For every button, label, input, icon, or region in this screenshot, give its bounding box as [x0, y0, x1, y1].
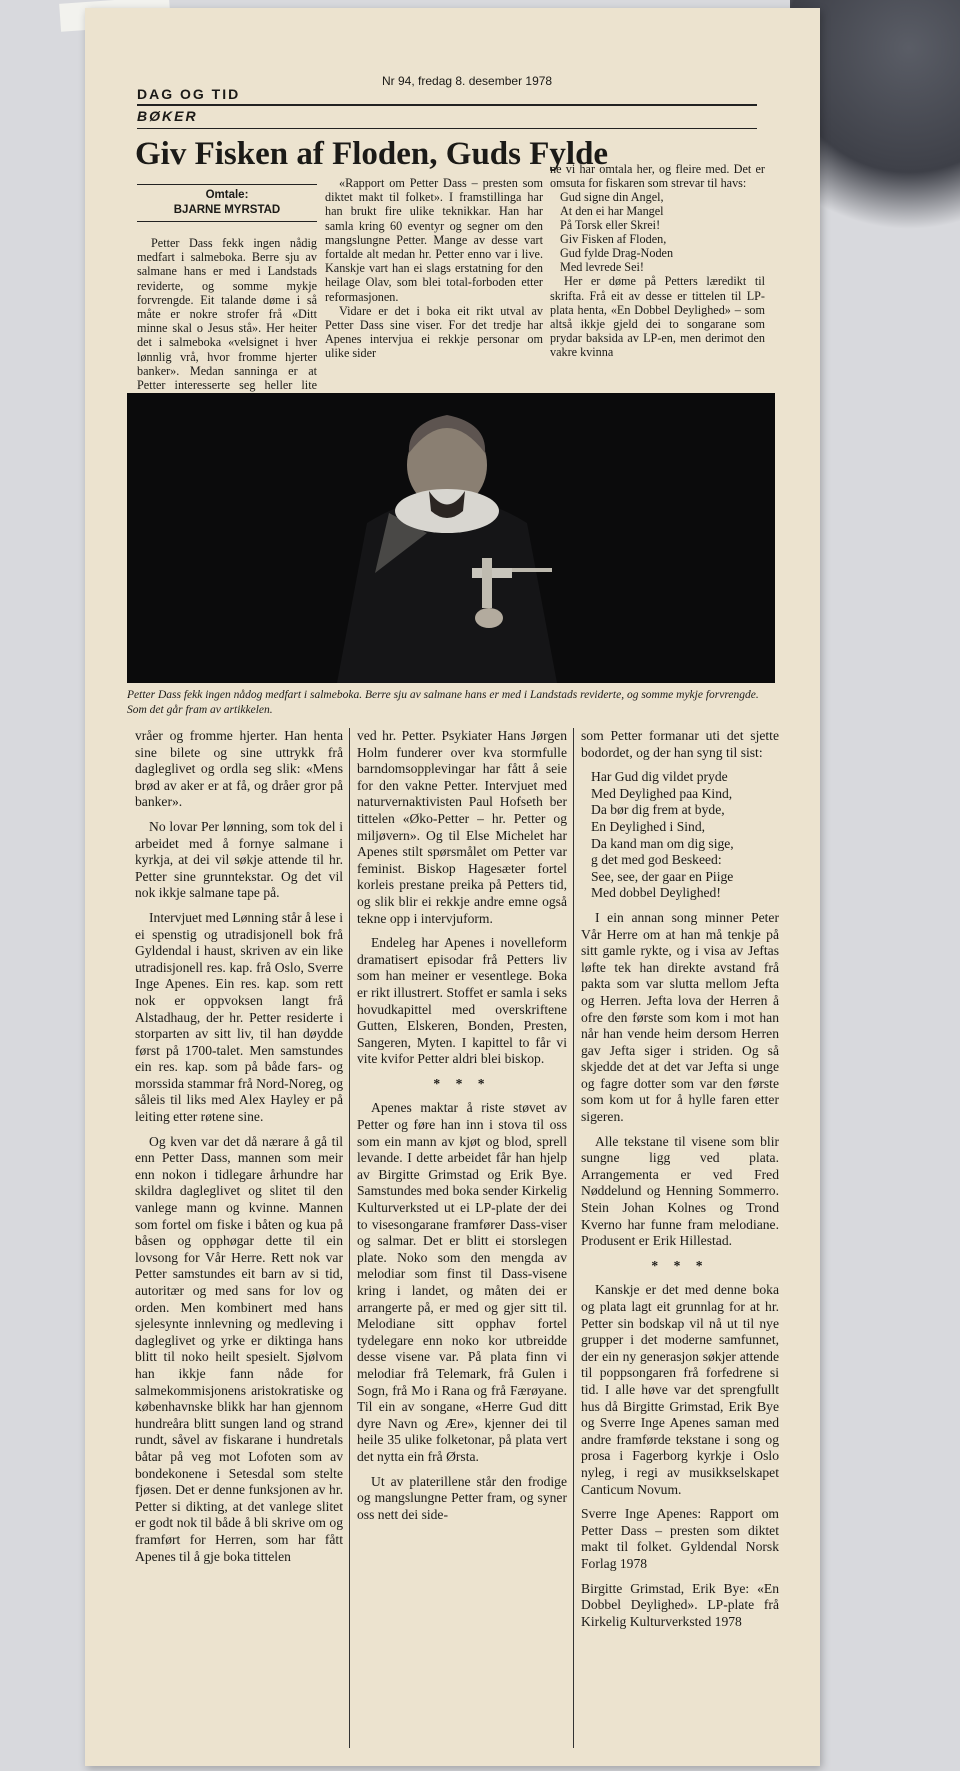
poem-line: Da kand man om dig sige,: [591, 835, 734, 851]
paragraph: Alle tekstane til visene som blir sungne ligg ved plata. Arrangementa er ved Fred Nøddelund og Henning Sommerro. Stein Johan Kolnes og Trond Kverno har funne fram melodiane. Produsent er Erik Hillestad.: [581, 1133, 779, 1249]
section-label: BØKER: [137, 108, 198, 124]
top-column-1: [137, 236, 317, 406]
poem-line: Gud fylde Drag-Noden: [560, 246, 674, 261]
byline: [137, 184, 317, 222]
portrait-photo: [127, 393, 775, 683]
paper-name: DAG OG TID: [137, 86, 241, 102]
paragraph: Og kven var det då nærare å gå til enn Petter Dass, mannen som meir enn nokon i tidlegare århundre har skildra dagleglivet og slitet til den vanlege mann og kvinne. Mannen som fortel om fiske i båten og kua på båsen og opphøgar dette til ein lovsong for Vår Herre. Rett nok var Petter samstundes eit barn av si tid, autoritær og med sans for lov og orden. Men kombinert med hans sjelesynte innlevning og medleving i dagleglivet og yrke er diktinga hans blitt til noko heilt spesielt. Sjølvom han ikkje fann nåde for salmekommisjonens aristokratiske og københavnske blikk har han gjennom hundreåra blitt sungen land og strand rundt, såvel av fiskarane i hundretals båtar på veg mot Lofoten som av bondekonene i Setesdal som stelte fjøsen. Det er denne funksjonen av hr. Petter si dikting, at det vanlege slitet er godt nok til både å bli skrive om og framført for Herren, som har fått Apenes til å gje boka tittelen: [135, 1133, 343, 1564]
newspaper-clipping: [85, 8, 820, 1766]
paragraph: No lovar Per lønning, som tok del i arbeidet med å fornye salmane i kyrkja, at dei vil søkje attende til hr. Petter sine grunntekstar. Og det vil nok ikkje salmane tape på.: [135, 818, 343, 901]
poem-line: Da bør dig frem at byde,: [591, 802, 725, 818]
paragraph: ved hr. Petter. Psykiater Hans Jørgen Holm funderer over kva stormfulle barndomsopplevingar har fått å seie for den vakne Petter. Intervjuet med naturvernaktivisten Paul Hofseth ber tittelen «Øko-Petter – hr. Petter og miljøvern». Og til Else Michelet har Apenes stilt spørsmålet om Petter var feminist. Biskop Hagesæter fortel korleis prestane preika på Petters tid, og slik blir ei rekkje andre emne også tekne opp i intervjuform.: [357, 728, 567, 926]
paragraph: Vidare er det i boka eit rikt utval av Petter Dass sine viser. For det tredje har Apenes intervjua ei rekkje personar om ulike sider: [325, 303, 543, 361]
paragraph: Petter Dass fekk ingen nådig medfart i salmeboka. Berre sju av salmane hans er med i Landstads reviderte, og somme mykje forvrengde. Eit talande døme i så måte er nokre strofer frå «Ditt minne skal o Jesus stå». Her heiter det i salmeboka «velsignet i hver lønnlig vrå, hvor fromme hjerter banker». Medan sanninga er at Petter interesserte seg heller lite: [137, 236, 317, 393]
poem-line: Gud signe din Angel,: [560, 190, 664, 205]
column-rule: [573, 728, 574, 1748]
photo-caption: Petter Dass fekk ingen nådog medfart i salmeboka. Berre sju av salmane hans er med i Landstads reviderte, og somme mykje forvrengde. Som det går fram av artikkelen.: [127, 689, 759, 716]
poem-verse: [550, 190, 765, 274]
byline-label: Omtale:: [205, 189, 249, 201]
masthead: [137, 60, 757, 108]
paragraph: Endeleg har Apenes i novelleform dramatisert episodar frå Petters liv som han meiner er vesentlege. Boka er rikt illustrert. Stoffet er samla i seks hovudkapittel med overskriftene Gutten, Elskeren, Bonden, Presten, Sangeren, Myten. I kapittel to får vi vite kvifor Petter aldri blei biskop.: [357, 935, 567, 1067]
section-divider-stars: * * *: [433, 1075, 491, 1091]
poem-line: En Deylighed i Sind,: [591, 818, 706, 834]
priest-portrait-illustration: [127, 393, 775, 683]
paragraph: Kanskje er det med denne boka og plata lagt eit grunnlag for at hr. Petter sin bodskap vil nå ut til nye grupper i det moderne samfunnet, der ein ny generasjon søkjer attende til poppsongaren frå forfedrene si tid. I alle høve var det sprengfullt hus då Birgitte Grimstad, Erik Bye og Sverre Inge Apenes saman med andre framførde tekstane i song og prosa i Fagerborg kyrkje i Oslo nyleg, i regi av musikkselskapet Canticum Novum.: [581, 1282, 779, 1497]
top-column-2: [325, 176, 543, 361]
masthead-rule: [137, 104, 757, 106]
paragraph: vråer og fromme hjerter. Han henta sine bilete og sine uttrykk frå dagleglivet og ordla seg slik: «Mens brød av aker er at få, og dråer gror på banker».: [135, 728, 343, 810]
paragraph: Her er døme på Petters læredikt til skrifta. Frå eit av desse er tittelen til LP-plata henta, «En Dobbel Deylighed» – som altså ikkje gjeld dei to songarane som prydar baksida av LP-en, men derimot den vakre kvinna: [550, 274, 765, 360]
section-rule: [137, 128, 757, 129]
paragraph: «Rapport om Petter Dass – presten som diktet makt til folket». I framstillinga har han brukt fire ulike teknikkar. Han har samla kring 60 eventyr og segner om den mangslungne Petter. Mange av desse vart fortalde alt medan hr. Petter enno var i live. Kanskje vart han ei slags erstatning for den heilage Olav, som blei total-forboden etter reformasjonen.: [325, 176, 543, 304]
record-credit: Birgitte Grimstad, Erik Bye: «En Dobbel Deylighed». LP-plate frå Kirkelig Kulturverksted 1978: [581, 1580, 779, 1629]
lower-column-3: [581, 728, 779, 1638]
headline: Giv Fisken af Floden, Guds Fylde: [135, 136, 609, 172]
poem-line: Med levrede Sei!: [560, 260, 644, 275]
book-credit: Sverre Inge Apenes: Rapport om Petter Dass – presten som diktet makt til folket. Gyldendal Norsk Forlag 1978: [581, 1506, 779, 1571]
paragraph: som Petter formanar uti det sjette bodordet, og der han syng til sist:: [581, 728, 779, 760]
poem-line: See, see, der gaar en Piige: [591, 868, 734, 884]
poem-line: Giv Fisken af Floden,: [560, 232, 667, 247]
paragraph: Intervjuet med Lønning står å lese i ei spenstig og utradisjonell bok frå Gyldendal i haust, skriven av ein like utradisjonell res. kap. frå Oslo, Sverre Inge Apenes. Ein res. kap. som rett nok er oppvoksen langt frå Alstadhaug, der hr. Petter residerte i storparten av sitt liv, til han døydde først på 1700-talet. Men samstundes ein res. kap. som på både fars- og morssida stammar frå Nord-Noreg, og såleis til liks med Alex Hayley er på leiting etter røtene sine.: [135, 909, 344, 1125]
poem-line: Med dobbel Deylighed!: [591, 885, 721, 901]
poem-line: g det med god Beskeed:: [591, 852, 722, 868]
paragraph: ne vi har omtala her, og fleire med. Det er omsuta for fiskaren som strevar til havs:: [550, 162, 765, 191]
poem-verse: [581, 769, 779, 902]
lower-column-2: [357, 728, 567, 1531]
poem-line: Har Gud dig vildet pryde: [591, 769, 728, 785]
issue-line: Nr 94, fredag 8. desember 1978: [382, 74, 553, 88]
poem-line: På Torsk eller Skrei!: [560, 218, 661, 233]
poem-line: At den ei har Mangel: [560, 204, 664, 219]
paragraph: Apenes maktar å riste støvet av Petter og føre han inn i stova til oss som ein mann av kjøt og blod, sprell levande. I dette arbeidet får han hjelp av Birgitte Grimstad og Erik Bye. Samstundes med boka sender Kirkelig Kulturverksted ut ei LP-plate der dei to visesongarane framfører Dass-viser og salmar. Det er blitt ei storslegen plate. Noko som den mengda av melodiar som finst til Dass-visene kring i landet, og måten dei er arrangerte på, er med og gjer sitt til. Melodiane sitt opphav fortel tydelegare enn noko kor utbreidde desse visene var. På plata finn vi melodiar frå Telemark, frå Gulen i Sogn, frå Mo i Rana og frå Færøyane. Til ein av songane, «Herre Gud ditt dyre Navn og Ære», kjenner dei til heile 35 ulike folketonar, på plata vert det nytta ein frå Ørsta.: [357, 1100, 567, 1464]
poem-line: Med Deylighed paa Kind,: [591, 785, 733, 801]
paragraph: I ein annan song minner Peter Vår Herre om at han må tenkje på sitt gamle rykte, og i visa av Jeftas løfte tek han direkte avstand frå pakta som var slutta mellom Jefta og Herren. Jefta lova der Herren å ofre den første som kom i mot han når han vende heim dersom Herren gav Jefta siger i striden. Og så skjedde det at det var Jefta si unge og fagre dotter som var den første som kom ut for å hylle faren etter sigeren.: [581, 909, 779, 1125]
paragraph: Ut av platerillene står den frodige og mangslungne Petter fram, og syner oss nett dei side-: [357, 1473, 567, 1522]
top-column-3: [550, 162, 765, 360]
lower-column-1: [135, 728, 343, 1573]
section-divider-stars: * * *: [651, 1257, 709, 1273]
column-rule: [349, 728, 350, 1748]
byline-author: BJARNE MYRSTAD: [173, 204, 281, 216]
